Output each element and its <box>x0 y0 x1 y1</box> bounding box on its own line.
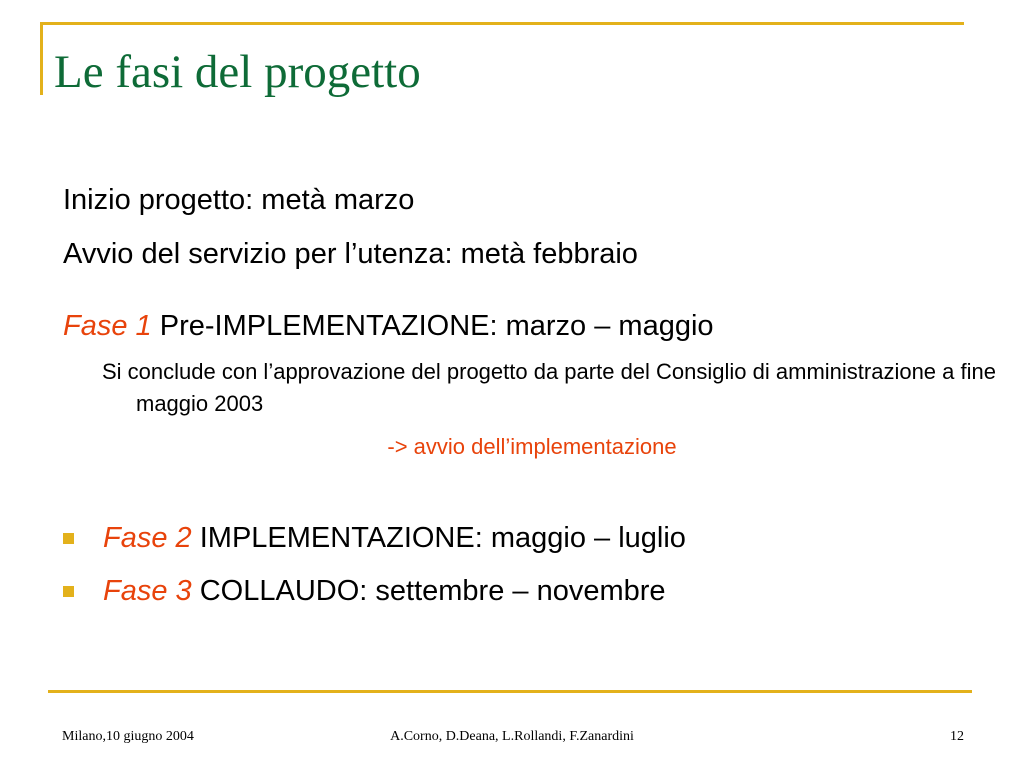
phase-1-line <box>63 306 714 346</box>
left-frame-line <box>40 22 43 95</box>
footer-divider <box>48 690 972 693</box>
slide-title: Le fasi del progetto <box>54 46 421 98</box>
phase-1-label: Fase 1 <box>63 310 152 342</box>
footer-authors: A.Corno, D.Deana, L.Rollandi, F.Zanardini <box>390 729 634 744</box>
phase-3-label: Fase 3 <box>103 575 192 607</box>
slide-number: 12 <box>950 729 964 744</box>
phase-3-text-group <box>103 571 666 611</box>
square-bullet-icon <box>63 586 74 597</box>
phase-2-label: Fase 2 <box>103 522 192 554</box>
project-start-line: Inizio progetto: metà marzo <box>63 184 415 216</box>
phase-2-text-group <box>103 518 686 558</box>
phase-1-detail: Si conclude con l’approvazione del progetto da parte del Consiglio di amministrazione a fine maggio 2003 <box>102 359 996 416</box>
service-launch-line: Avvio del servizio per l’utenza: metà febbraio <box>63 238 638 270</box>
phase-3-text: COLLAUDO: settembre – novembre <box>191 575 666 607</box>
footer-date: Milano,10 giugno 2004 <box>62 729 194 744</box>
phase-1-text: Pre-IMPLEMENTAZIONE: marzo – maggio <box>151 310 714 342</box>
square-bullet-icon <box>63 533 74 544</box>
phase-1-next-step: -> avvio dell’implementazione <box>387 434 677 459</box>
phase-2-text: IMPLEMENTAZIONE: maggio – luglio <box>191 522 686 554</box>
top-frame-line <box>40 22 964 25</box>
